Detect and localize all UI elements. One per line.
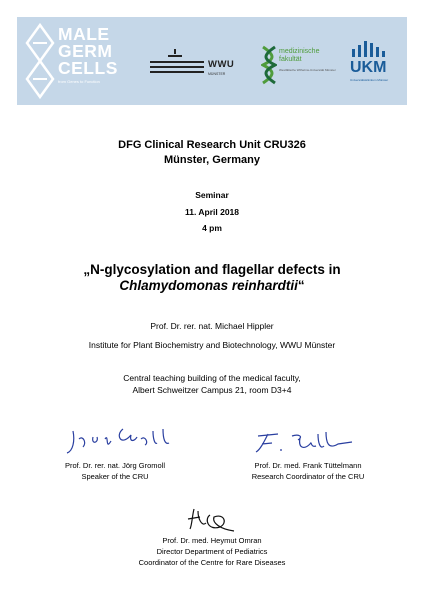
closing-quote: “: [297, 278, 305, 293]
signatory-role: Director Department of Pediatrics: [156, 547, 268, 556]
wordmark-line: CELLS: [58, 58, 118, 78]
wwu-city: MÜNSTER: [208, 72, 226, 76]
ukm-subtitle: Universitätsklinikum Münster: [350, 78, 389, 82]
male-germ-cells-tagline: from Genes to Function: [58, 79, 100, 84]
ukm-bars-icon: [350, 41, 390, 57]
medizinische-fakultaet-logo: [261, 43, 341, 89]
wordmark-line: fakultät: [279, 56, 302, 63]
logo-header-band: [17, 17, 407, 105]
wordmark-line: GERM: [58, 41, 113, 61]
talk-title-line-2: [0, 278, 424, 293]
ukm-logo: [350, 41, 400, 91]
location-line-2: Albert Schweitzer Campus 21, room D3+4: [132, 385, 292, 395]
wwu-logo: [150, 49, 240, 85]
signature-tuettelmann: [248, 430, 358, 456]
medizinische-fakultaet-wordmark: [279, 48, 319, 64]
speaker-affiliation: Institute for Plant Biochemistry and Biotechnology, WWU Münster: [88, 340, 336, 350]
wordmark-line: MALE: [58, 24, 110, 44]
male-germ-cells-logo: [25, 23, 125, 99]
signatory-name: Prof. Dr. med. Heymut Omran: [162, 536, 262, 545]
signatory-name: Prof. Dr. med. Frank Tüttelmann: [254, 461, 362, 470]
medizinische-fakultaet-subtitle: Westfälische Wilhelms-Universität Münster: [279, 68, 336, 72]
signatory-gromoll: [40, 460, 190, 482]
male-germ-cells-wordmark: [58, 26, 118, 77]
dna-helix-icon: [25, 23, 55, 99]
signature-gromoll: [65, 425, 175, 457]
signature-omran: [184, 505, 240, 535]
event-date: 11. April 2018: [184, 207, 240, 217]
helix-icon: [261, 45, 277, 85]
ukm-wordmark: UKM: [350, 59, 387, 76]
talk-title-line-1: „N-glycosylation and flagellar defects in: [83, 262, 341, 277]
speaker-name: Prof. Dr. rer. nat. Michael Hippler: [150, 321, 274, 331]
event-kind: Seminar: [195, 190, 229, 200]
signatory-omran: [100, 535, 324, 568]
event-time: 4 pm: [202, 223, 222, 233]
research-unit-city: Münster, Germany: [164, 154, 260, 166]
research-unit-name: DFG Clinical Research Unit CRU326: [118, 139, 306, 151]
wwu-building-icon: [150, 49, 204, 79]
signatory-role: Coordinator of the Centre for Rare Diseases: [138, 558, 286, 567]
signatory-role: Research Coordinator of the CRU: [251, 472, 365, 481]
signatory-name: Prof. Dr. rer. nat. Jörg Gromoll: [64, 461, 166, 470]
location-line-1: Central teaching building of the medical faculty,: [123, 373, 301, 383]
wordmark-line: medizinische: [279, 48, 320, 55]
species-name: Chlamydomonas reinhardtii: [119, 278, 298, 293]
wwu-wordmark: WWU: [208, 59, 235, 70]
signatory-role: Speaker of the CRU: [81, 472, 149, 481]
signatory-tuettelmann: [228, 460, 388, 482]
